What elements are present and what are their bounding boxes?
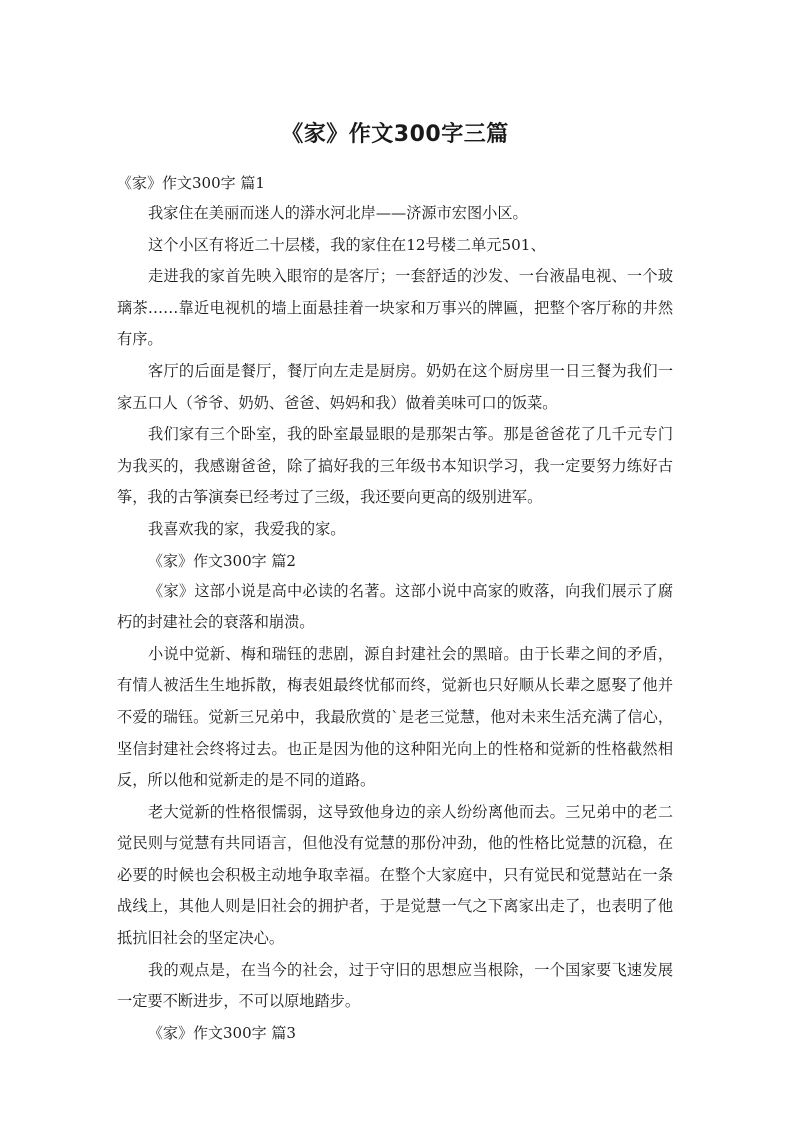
paragraph: 走进我的家首先映入眼帘的是客厅；一套舒适的沙发、一台液晶电视、一个玻璃茶……靠近电视机的墙上面悬挂着一块家和万事兴的牌匾，把整个客厅称的井然有序。 (117, 267, 673, 349)
section-heading: 《家》作文300字 篇3 (148, 1023, 296, 1042)
section-heading: 《家》作文300字 篇2 (148, 551, 296, 570)
paragraph: 我的观点是，在当今的社会，过于守旧的思想应当根除，一个国家要飞速发展一定要不断进步，不可以原地踏步。 (117, 960, 673, 1011)
document-title: 《家》作文300字三篇 (281, 122, 509, 147)
document-page (117, 118, 673, 1048)
paragraph: 我喜欢我的家，我爱我的家。 (148, 519, 346, 538)
section-1 (117, 168, 673, 546)
section-2 (117, 546, 673, 1018)
paragraph: 这个小区有将近二十层楼，我的家住在12号楼二单元501、 (148, 235, 546, 254)
section-3 (117, 1018, 673, 1048)
section-heading: 《家》作文300字 篇1 (117, 174, 265, 192)
paragraph: 我们家有三个卧室，我的卧室最显眼的是那架古筝。那是爸爸花了几千元专门为我买的，我感谢爸爸，除了搞好我的三年级书本知识学习，我一定要努力练好古筝，我的古筝演奏已经考过了三级，我还要向更高的级别进军。 (117, 425, 673, 507)
paragraph: 我家住在美丽而迷人的漭水河北岸——济源市宏图小区。 (148, 204, 528, 222)
paragraph: 小说中觉新、梅和瑞钰的悲剧，源自封建社会的黑暗。由于长辈之间的矛盾，有情人被活生生地拆散，梅表姐最终忧郁而终，觉新也只好顺从长辈之愿娶了他并不爱的瑞钰。觉新三兄弟中，我最欣赏的`是老三觉慧，他对未来生活充满了信心，坚信封建社会终将过去。也正是因为他的这种阳光向上的性格和觉新的性格截然相反，所以他和觉新走的是不同的道路。 (117, 644, 673, 790)
paragraph: 《家》这部小说是高中必读的名著。这部小说中高家的败落，向我们展示了腐朽的封建社会的衰落和崩溃。 (117, 581, 673, 632)
paragraph: 老大觉新的性格很懦弱，这导致他身边的亲人纷纷离他而去。三兄弟中的老二觉民则与觉慧有共同语言，但他没有觉慧的那份冲劲，他的性格比觉慧的沉稳，在必要的时候也会积极主动地争取幸福。在整个大家庭中，只有觉民和觉慧站在一条战线上，其他人则是旧社会的拥护者，于是觉慧一气之下离家出走了，也表明了他抵抗旧社会的坚定决心。 (117, 802, 673, 948)
paragraph: 客厅的后面是餐厅，餐厅向左走是厨房。奶奶在这个厨房里一日三餐为我们一家五口人（爷爷、奶奶、爸爸、妈妈和我）做着美味可口的饭菜。 (117, 361, 673, 412)
